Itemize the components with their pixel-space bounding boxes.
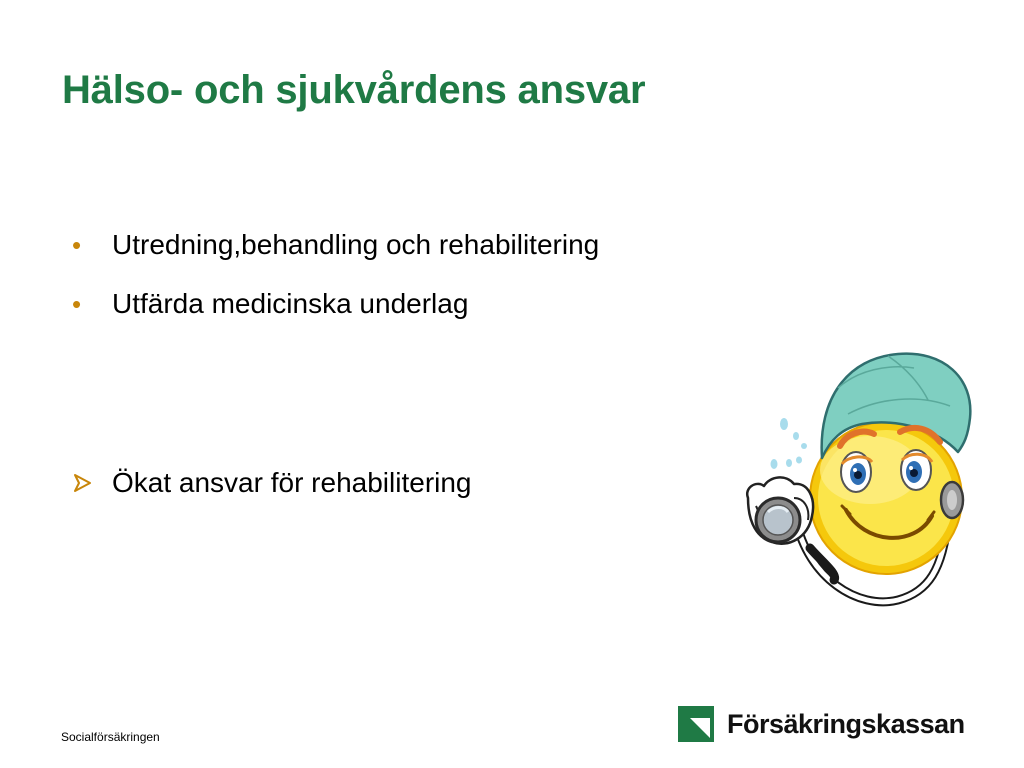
bullet-item — [72, 463, 472, 503]
bullet-dot-icon: • — [72, 289, 82, 319]
arrow-bullet-icon — [72, 469, 112, 497]
slide-title: Hälso- och sjukvårdens ansvar — [62, 68, 646, 112]
bullet-text: Utredning,behandling och rehabilitering — [112, 229, 600, 260]
bullet-item — [72, 284, 468, 324]
bullet-dot-icon: • — [72, 230, 82, 260]
smiley-doctor-illustration — [738, 348, 976, 618]
bullet-text: Ökat ansvar för rehabilitering — [112, 467, 472, 498]
logo-text: Försäkringskassan — [727, 708, 965, 739]
bullet-item — [72, 225, 599, 265]
forsakringskassan-logo — [677, 704, 965, 744]
bullet-text: Utfärda medicinska underlag — [112, 288, 469, 319]
forsakringskassan-logo-icon — [677, 705, 715, 743]
footer-text: Socialförsäkringen — [61, 730, 160, 744]
